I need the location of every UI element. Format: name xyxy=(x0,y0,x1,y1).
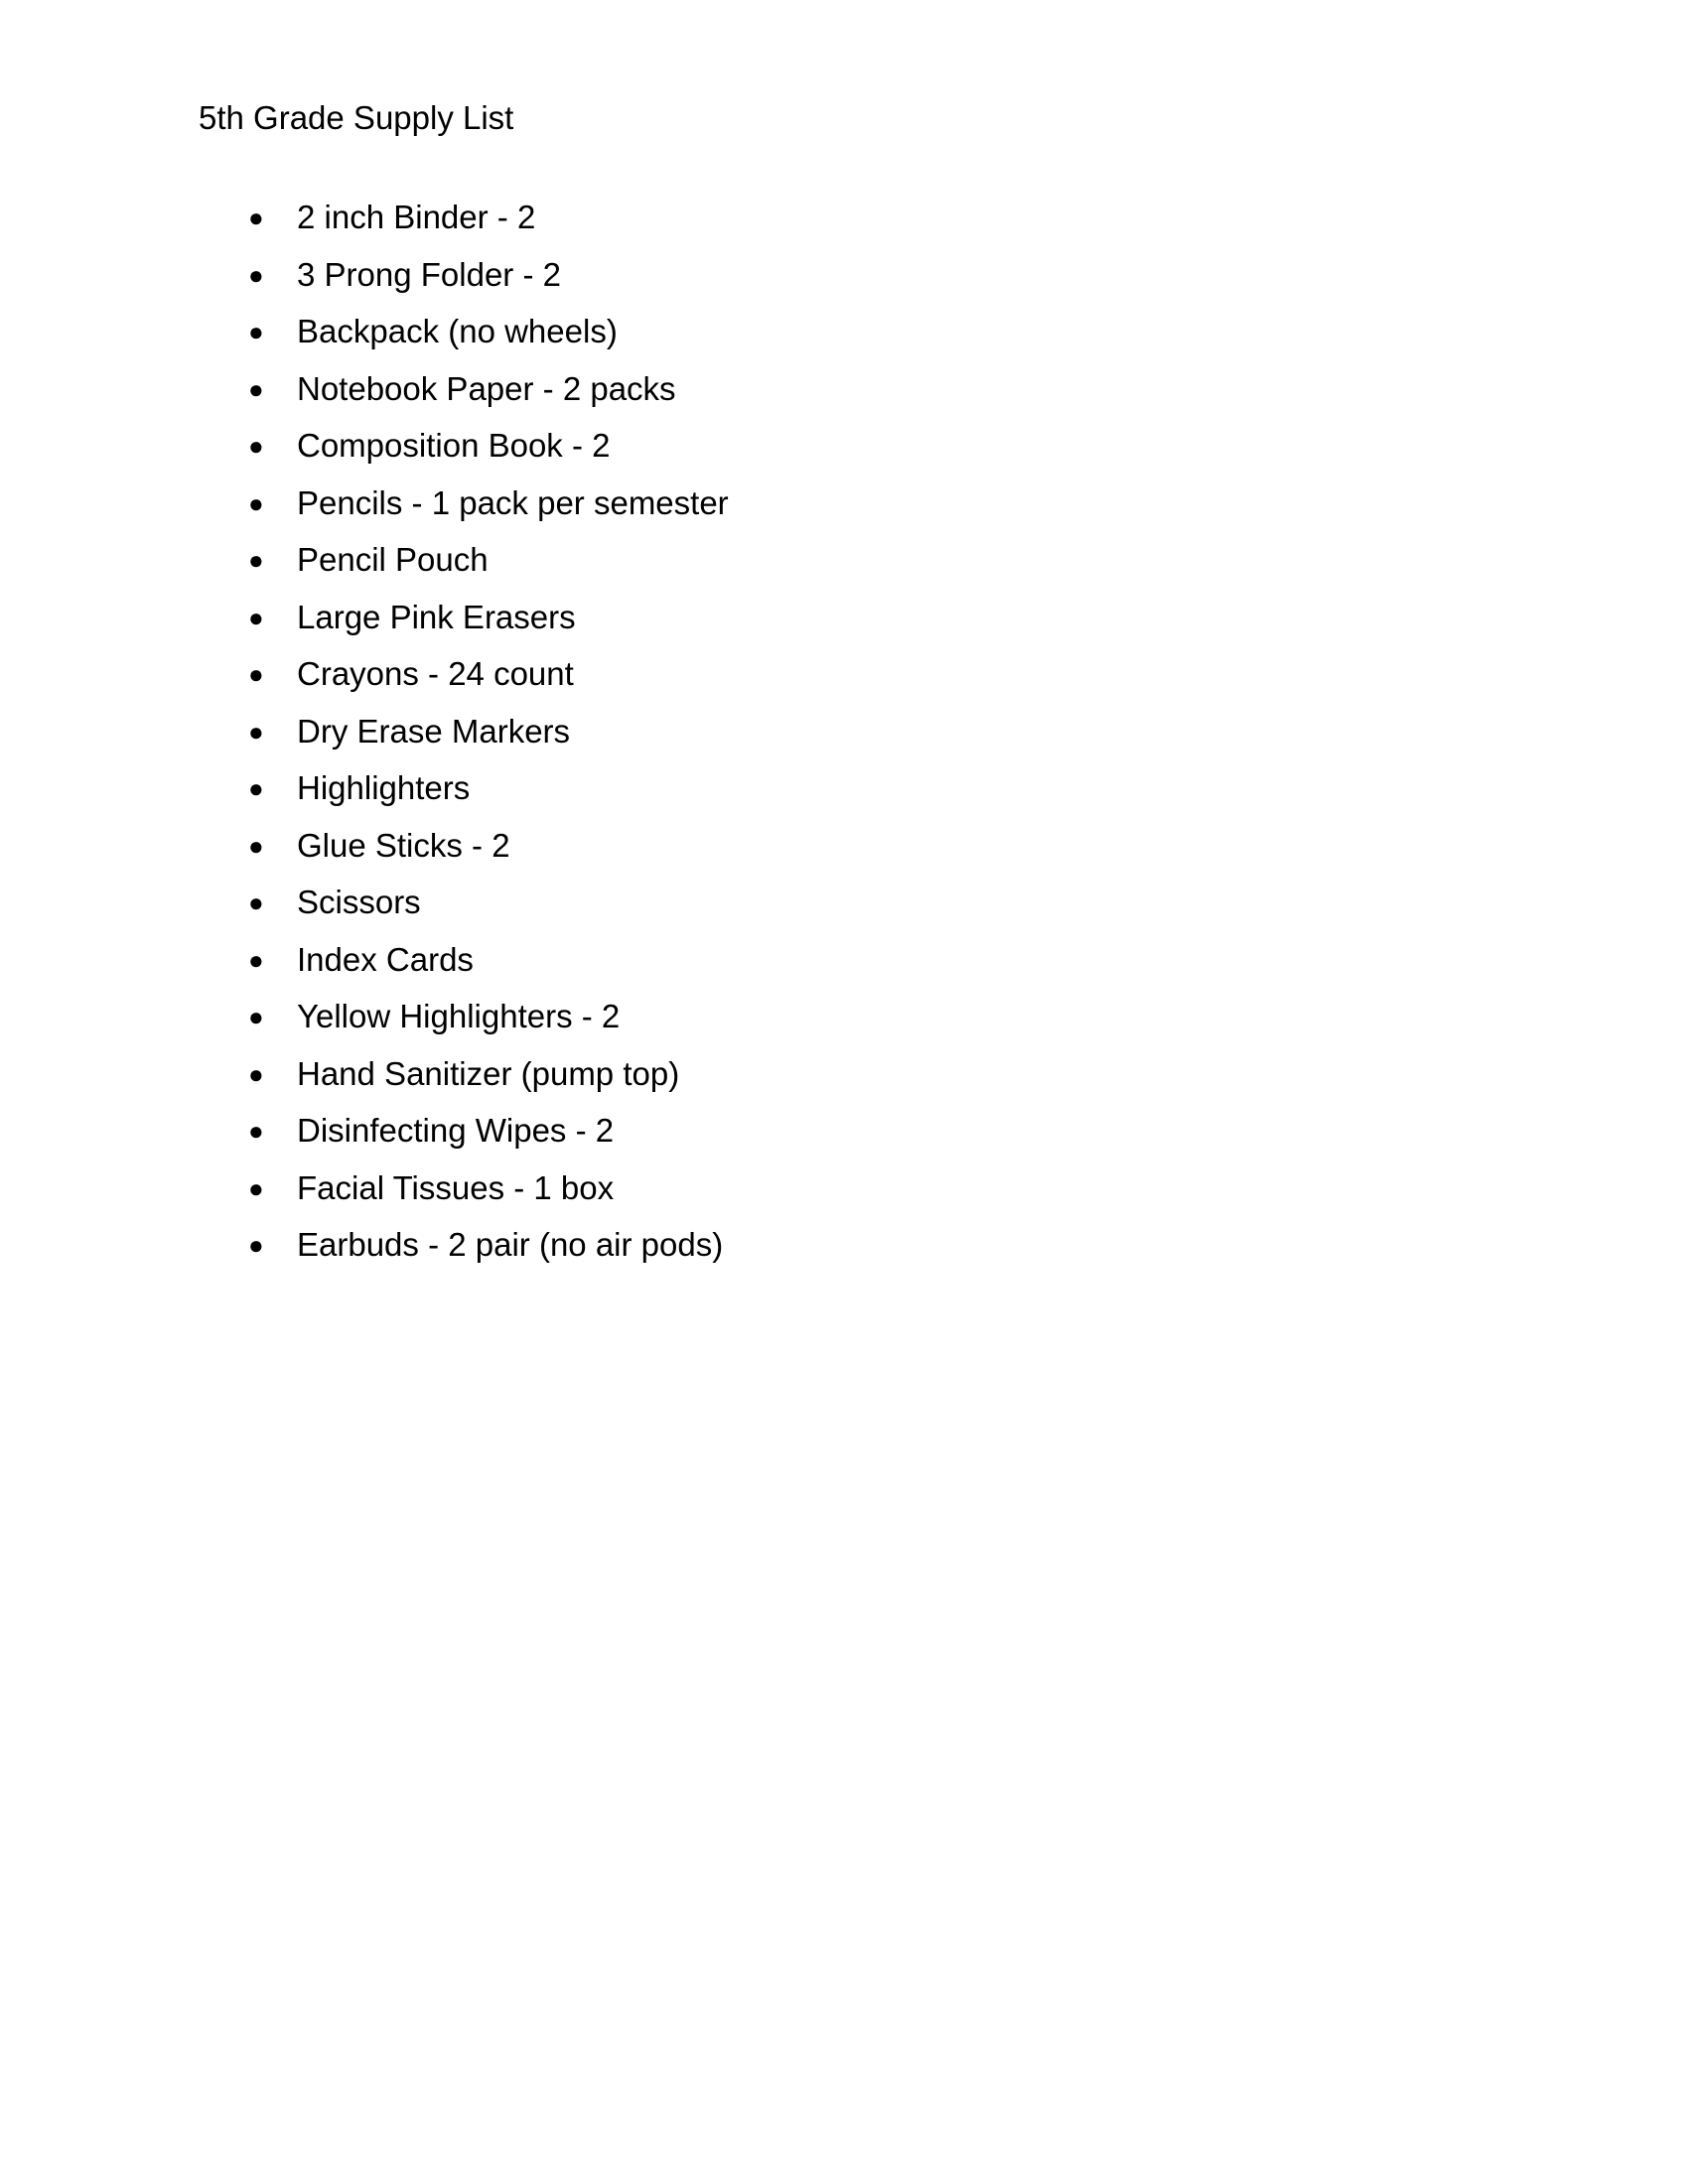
list-item-text: 2 inch Binder - 2 xyxy=(297,199,536,235)
bullet-icon: ● xyxy=(248,317,264,346)
list-item-text: Large Pink Erasers xyxy=(297,598,576,635)
list-item-text: Hand Sanitizer (pump top) xyxy=(297,1054,680,1092)
list-item-text: Scissors xyxy=(297,884,421,920)
list-item-text: Notebook Paper - 2 packs xyxy=(297,369,676,407)
bullet-icon: ● xyxy=(248,887,264,917)
list-item-text: Highlighters xyxy=(297,769,471,806)
bullet-icon: ● xyxy=(248,944,264,975)
bullet-icon: ● xyxy=(248,716,264,747)
bullet-icon: ● xyxy=(248,373,264,404)
bullet-icon: ● xyxy=(248,1230,264,1260)
bullet-icon: ● xyxy=(248,1058,264,1089)
list-item-text: Index Cards xyxy=(297,940,474,978)
list-item-text: Earbuds - 2 pair (no air pods) xyxy=(297,1226,724,1263)
list-item-text: Backpack (no wheels) xyxy=(297,313,618,349)
list-item-text: Yellow Highlighters - 2 xyxy=(297,998,621,1034)
list-item-text: Facial Tissues - 1 box xyxy=(297,1168,615,1206)
bullet-icon: ● xyxy=(248,545,264,575)
list-item-text: Pencil Pouch xyxy=(297,541,489,578)
bullet-icon: ● xyxy=(248,1172,264,1203)
bullet-icon: ● xyxy=(248,830,264,861)
bullet-icon: ● xyxy=(248,1116,264,1146)
bullet-icon: ● xyxy=(248,602,264,632)
bullet-icon: ● xyxy=(248,203,264,232)
bullet-icon: ● xyxy=(248,773,264,803)
list-item-text: 3 Prong Folder - 2 xyxy=(297,255,561,293)
list-item-text: Crayons - 24 count xyxy=(297,655,574,692)
bullet-icon: ● xyxy=(248,659,264,689)
list-item-text: Pencils - 1 pack per semester xyxy=(297,483,729,521)
list-item-text: Dry Erase Markers xyxy=(297,712,571,750)
list-item-text: Composition Book - 2 xyxy=(297,427,611,464)
page-title: 5th Grade Supply List xyxy=(199,99,514,136)
bullet-icon: ● xyxy=(248,1002,264,1031)
bullet-icon: ● xyxy=(248,487,264,518)
list-item-text: Disinfecting Wipes - 2 xyxy=(297,1112,615,1149)
list-item-text: Glue Sticks - 2 xyxy=(297,826,510,864)
bullet-icon: ● xyxy=(248,431,264,461)
bullet-icon: ● xyxy=(248,259,264,290)
